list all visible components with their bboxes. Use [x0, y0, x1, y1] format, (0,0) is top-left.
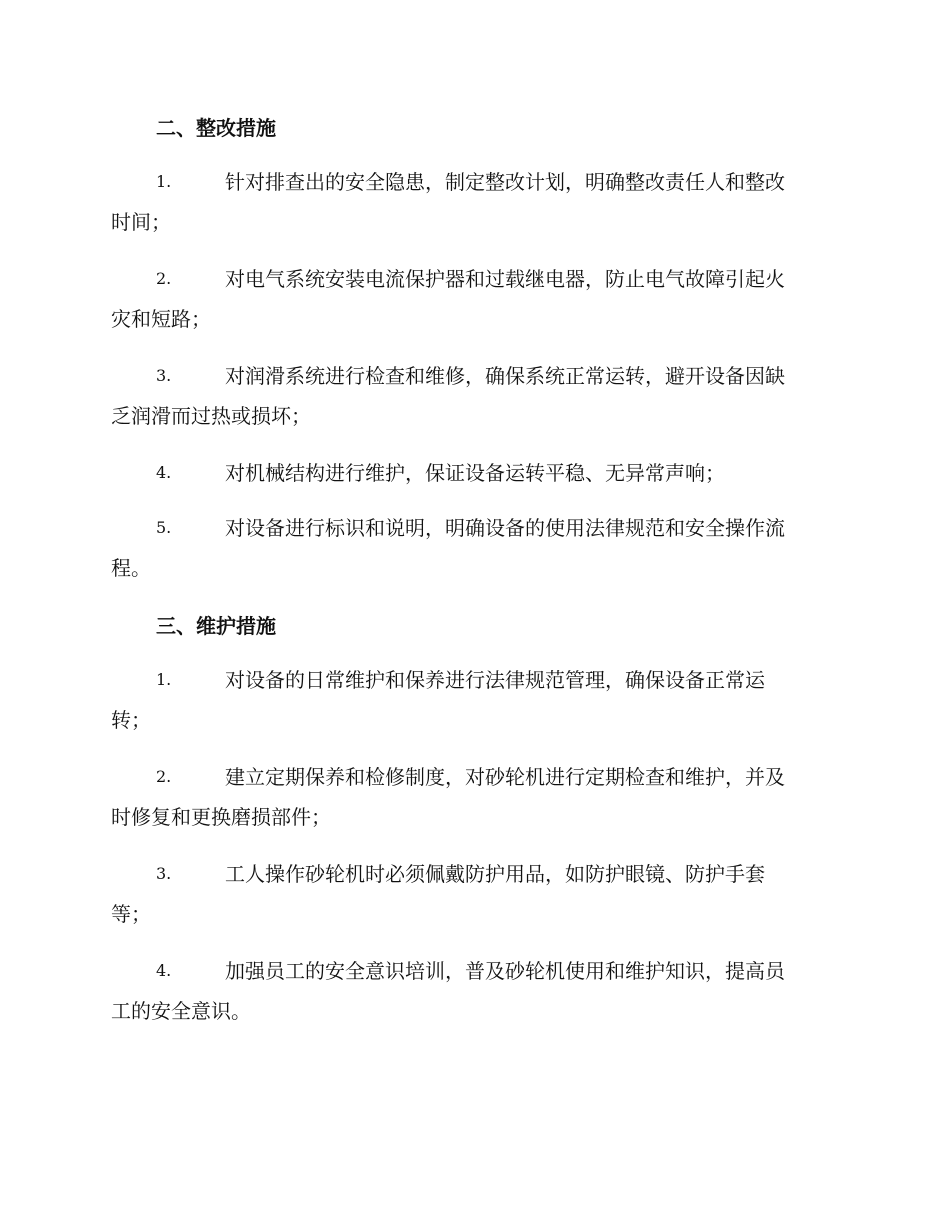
- list-item-number: 1.: [156, 670, 172, 689]
- list-item-text: 对设备进行标识和说明，明确设备的使用法律规范和安全操作流: [225, 516, 785, 540]
- list-item-number: 2.: [156, 269, 172, 288]
- list-item-text-continued: 乏润滑而过热或损坏；: [111, 404, 311, 428]
- list-item-text: 针对排查出的安全隐患，制定整改计划，明确整改责任人和整改: [225, 170, 785, 194]
- list-item-text: 对润滑系统进行检查和维修，确保系统正常运转，避开设备因缺: [225, 364, 785, 388]
- list-item-text: 加强员工的安全意识培训，普及砂轮机使用和维护知识，提高员: [225, 959, 785, 983]
- list-item-number: 4.: [156, 961, 172, 980]
- list-item-number: 3.: [156, 366, 172, 385]
- list-item-number: 2.: [156, 767, 172, 786]
- list-item-text: 对机械结构进行维护，保证设备运转平稳、无异常声响；: [225, 461, 725, 485]
- section-heading-rectification: 二、整改措施: [156, 116, 276, 140]
- list-item-text: 建立定期保养和检修制度，对砂轮机进行定期检查和维护，并及: [225, 765, 785, 789]
- list-item-number: 4.: [156, 463, 172, 482]
- list-item-text-continued: 转；: [111, 708, 151, 732]
- list-item-number: 5.: [156, 518, 172, 537]
- list-item-number: 3.: [156, 864, 172, 883]
- list-item-text-continued: 等；: [111, 902, 151, 926]
- list-item-text-continued: 程。: [111, 556, 151, 580]
- list-item-text-continued: 时间；: [111, 210, 171, 234]
- list-item-text-continued: 灾和短路；: [111, 307, 211, 331]
- list-item-text-continued: 工的安全意识。: [111, 999, 251, 1023]
- list-item-text: 对设备的日常维护和保养进行法律规范管理，确保设备正常运: [225, 668, 765, 692]
- list-item-number: 1.: [156, 172, 172, 191]
- section-heading-maintenance: 三、维护措施: [156, 614, 276, 638]
- list-item-text: 对电气系统安装电流保护器和过载继电器，防止电气故障引起火: [225, 267, 785, 291]
- list-item-text-continued: 时修复和更换磨损部件；: [111, 805, 331, 829]
- list-item-text: 工人操作砂轮机时必须佩戴防护用品，如防护眼镜、防护手套: [225, 862, 765, 886]
